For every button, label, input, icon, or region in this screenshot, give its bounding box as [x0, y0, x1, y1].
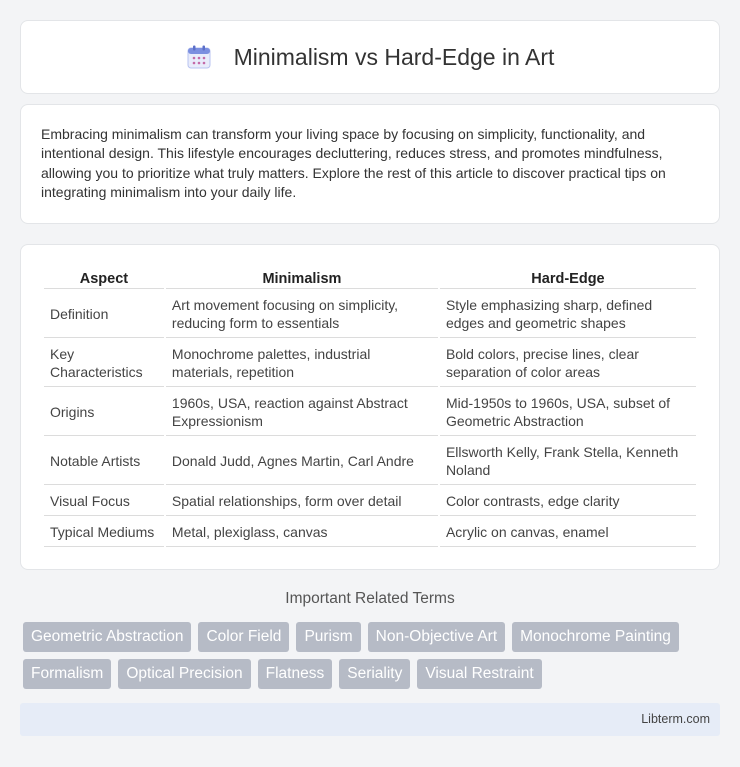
footer — [20, 703, 720, 736]
tag-optical-precision[interactable]: Optical Precision — [118, 659, 250, 689]
tag-monochrome-painting[interactable]: Monochrome Painting — [512, 622, 679, 652]
table-cell: Definition — [44, 291, 164, 338]
table-row — [44, 518, 696, 547]
tag-seriality[interactable]: Seriality — [339, 659, 410, 689]
tag-visual-restraint[interactable]: Visual Restraint — [417, 659, 541, 689]
table-cell: Donald Judd, Agnes Martin, Carl Andre — [166, 438, 438, 485]
comparison-card — [20, 244, 720, 570]
tag-purism[interactable]: Purism — [296, 622, 360, 652]
tag-geometric-abstraction[interactable]: Geometric Abstraction — [23, 622, 191, 652]
table-cell: Acrylic on canvas, enamel — [440, 518, 696, 547]
table-cell: Visual Focus — [44, 487, 164, 516]
table-cell: Ellsworth Kelly, Frank Stella, Kenneth Noland — [440, 438, 696, 485]
table-cell: Notable Artists — [44, 438, 164, 485]
column-header: Hard-Edge — [440, 269, 696, 289]
table-cell: Spatial relationships, form over detail — [166, 487, 438, 516]
header-card — [20, 20, 720, 94]
intro-card — [20, 104, 720, 224]
tag-formalism[interactable]: Formalism — [23, 659, 111, 689]
table-header-row — [44, 269, 696, 289]
table-cell: Key Characteristics — [44, 340, 164, 387]
tag-color-field[interactable]: Color Field — [198, 622, 289, 652]
table-cell: Art movement focusing on simplicity, reducing form to essentials — [166, 291, 438, 338]
tag-non-objective-art[interactable]: Non-Objective Art — [368, 622, 505, 652]
table-row — [44, 389, 696, 436]
tag-flatness[interactable]: Flatness — [258, 659, 333, 689]
table-cell: Color contrasts, edge clarity — [440, 487, 696, 516]
tag-row — [23, 622, 723, 652]
related-terms-tags — [23, 622, 723, 696]
table-row — [44, 487, 696, 516]
comparison-table — [42, 267, 698, 549]
calendar-icon — [186, 44, 212, 70]
table-row — [44, 438, 696, 485]
related-terms-title: Important Related Terms — [285, 590, 455, 607]
column-header: Aspect — [44, 269, 164, 289]
table-cell: 1960s, USA, reaction against Abstract Expressionism — [166, 389, 438, 436]
intro-paragraph: Embracing minimalism can transform your living space by focusing on simplicity, functionality, and intentional design. This lifestyle encourages decluttering, reduces stress, and promotes mindfulness, allowing you to prioritize what truly matters. Explore the rest of this article to discover practical tips on integrating minimalism into your daily life. — [41, 126, 666, 200]
table-row — [44, 291, 696, 338]
table-cell: Style emphasizing sharp, defined edges and geometric shapes — [440, 291, 696, 338]
footer-site-link[interactable]: Libterm.com — [641, 712, 710, 726]
table-row — [44, 340, 696, 387]
page-title: Minimalism vs Hard-Edge in Art — [233, 43, 555, 70]
table-cell: Monochrome palettes, industrial materials, repetition — [166, 340, 438, 387]
tag-row — [23, 659, 723, 689]
table-cell: Mid-1950s to 1960s, USA, subset of Geometric Abstraction — [440, 389, 696, 436]
table-cell: Bold colors, precise lines, clear separation of color areas — [440, 340, 696, 387]
table-cell: Metal, plexiglass, canvas — [166, 518, 438, 547]
table-cell: Typical Mediums — [44, 518, 164, 547]
table-cell: Origins — [44, 389, 164, 436]
column-header: Minimalism — [166, 269, 438, 289]
